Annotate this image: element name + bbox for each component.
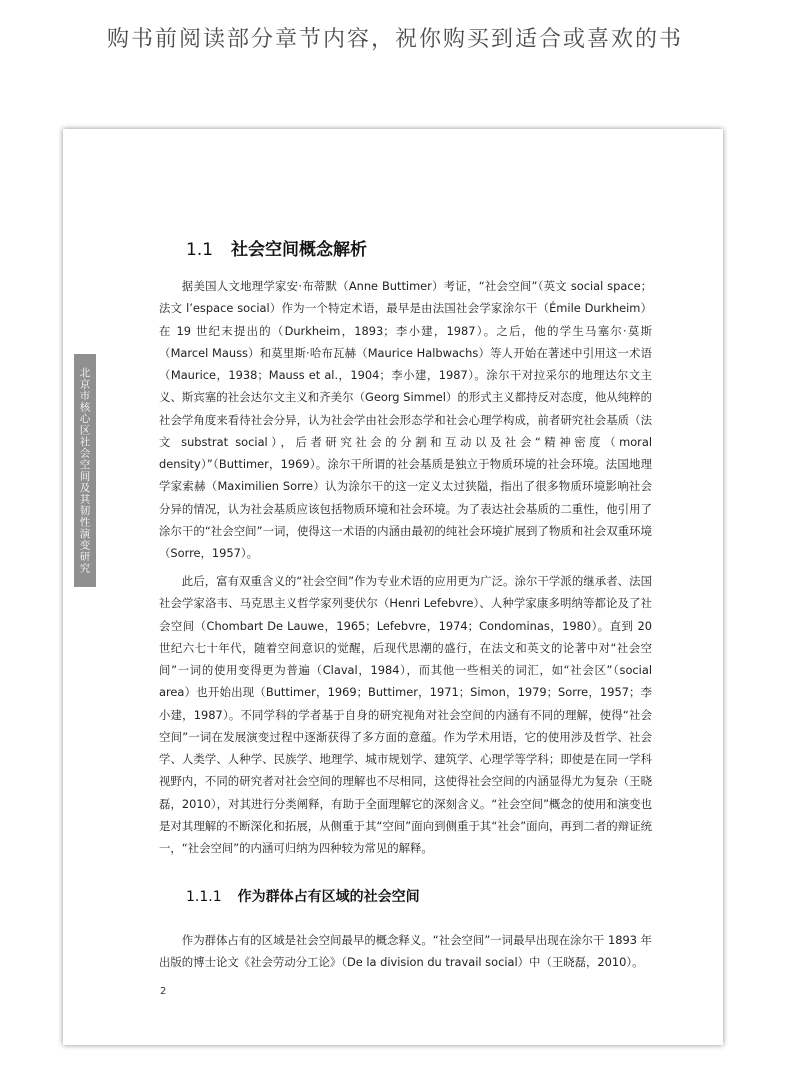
section-heading — [186, 235, 367, 260]
section-title-text: 社会空间概念解析 — [231, 240, 368, 260]
paragraph-text: 作为群体占有的区域是社会空间最早的概念释义。“社会空间”一词最早出现在涂尔干 1893 年出版的博士论文《社会劳动分工论》（De la division du travail social）中（王晓磊，2010）。 — [159, 933, 652, 970]
body-paragraph-1 — [159, 275, 652, 564]
paragraph-text: 据美国人文地理学家安·布蒂默（Anne Buttimer）考证，“社会空间”（英文 social space；法文 l’espace social）作为一个特定术语，最早是由法国社会学家涂尔干（Émile Durkheim）在 19 世纪末提出的（Durkheim，1893；李小建，1987）。之后，他的学生马塞尔·莫斯（Marcel Mauss）和莫里斯·哈布瓦赫（Maurice Halbwachs）等人开始在著述中引用这一术语（Maurice，1938；Mauss et al.，1904；李小建，1987）。涂尔干对拉采尔的地理达尔文主义、斯宾塞的社会达尔文主义和齐美尔（Georg Simmel）的形式主义都持反对态度，他从纯粹的社会学角度来看待社会分异，认为社会学由社会形态学和社会心理学构成，前者研究社会基质（法文 substrat social），后者研究社会的分割和互动以及社会“精神密度（moral density）”（Buttimer，1969）。涂尔干所谓的社会基质是独立于物质环境的社会环境。法国地理学家索赫（Maximilien Sorre）认为涂尔干的这一定义太过狭隘，指出了很多物质环境影响社会分异的情况，认为社会基质应该包括物质环境和社会环境。为了表达社会基质的二重性，他引用了涂尔干的“社会空间”一词，使得这一术语的内涵由最初的纯社会环境扩展到了物质和社会双重环境（Sorre，1957）。 — [159, 279, 652, 560]
book-page — [63, 129, 723, 1045]
banner-caption: 购书前阅读部分章节内容，祝你购买到适合或喜欢的书 — [106, 27, 683, 52]
page-number: 2 — [160, 986, 167, 997]
body-paragraph-3 — [159, 929, 652, 974]
subsection-number: 1.1.1 — [186, 889, 222, 905]
chapter-side-tab: 北京市核心区社会空间及其韧性演变研究 — [74, 354, 96, 587]
section-number: 1.1 — [186, 240, 214, 260]
paragraph-text: 此后，富有双重含义的“社会空间”作为专业术语的应用更为广泛。涂尔干学派的继承者、法国社会学家洛韦、马克思主义哲学家列斐伏尔（Henri Lefebvre）、人种学家康多明纳等都论及了社会空间（Chombart De Lauwe，1965；Lefebvre，1974；Condominas，1980）。直到 20 世纪六七十年代，随着空间意识的觉醒，后现代思潮的盛行，在法文和英文的论著中对“社会空间”一词的使用变得更为普遍（Claval，1984），而其他一些相关的词汇，如“社会区”（social area）也开始出现（Buttimer，1969；Buttimer，1971；Simon，1979；Sorre，1957；李小建，1987）。不同学科的学者基于自身的研究视角对社会空间的内涵有不同的理解，使得“社会空间”一词在发展演变过程中逐渐获得了多方面的意蕴。作为学术用语，它的使用涉及哲学、社会学、人类学、人种学、民族学、地理学、城市规划学、建筑学、心理学等学科；即使是在同一学科视野内，不同的研究者对社会空间的理解也不尽相同，这使得社会空间的内涵显得尤为复杂（王晓磊，2010），对其进行分类阐释，有助于全面理解它的深刻含义。“社会空间”概念的使用和演变也是对其理解的不断深化和拓展，从侧重于其“空间”面向到侧重于其“社会”面向，再到二者的辩证统一，“社会空间”的内涵可归纳为四种较为常见的解释。 — [159, 574, 652, 855]
body-paragraph-2 — [159, 570, 652, 859]
subsection-title-text: 作为群体占有区域的社会空间 — [237, 889, 420, 905]
subsection-heading — [186, 886, 420, 906]
